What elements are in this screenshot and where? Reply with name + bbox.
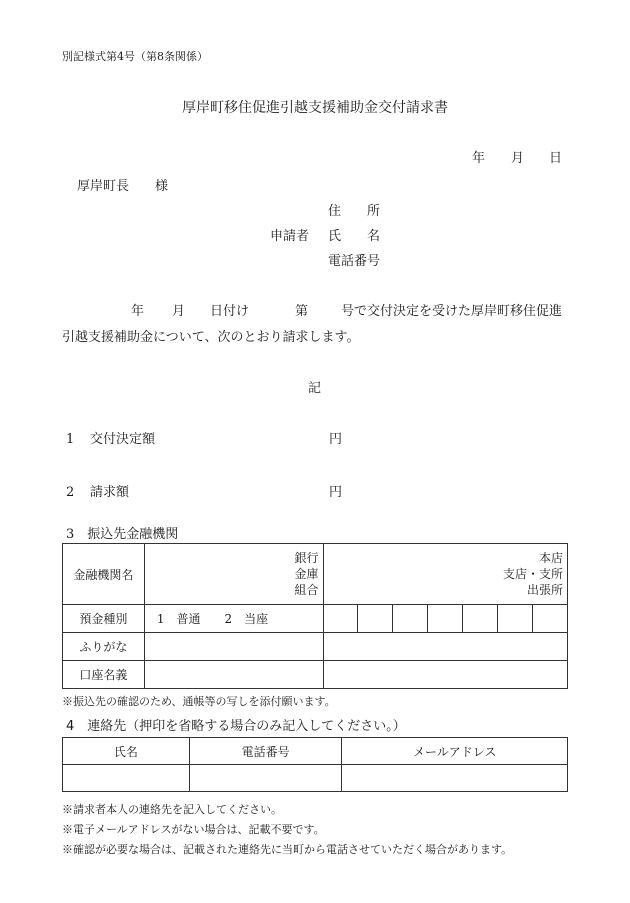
account-digit-7[interactable] — [533, 605, 568, 633]
holder-field-right[interactable] — [323, 661, 568, 689]
contact-table — [62, 737, 568, 792]
furigana-label: ふりがな — [63, 633, 145, 661]
note-3: ※確認が必要な場合は、記載された連絡先に当町から電話させていただく場合があります。 — [62, 843, 513, 856]
bank-name-field[interactable] — [144, 544, 323, 605]
branch-name-field[interactable] — [323, 544, 568, 605]
bank-type-kinko: 金庫 — [294, 567, 319, 581]
holder-field-left[interactable] — [144, 661, 323, 689]
item-2-label: 請求額 — [90, 485, 130, 500]
branch-type-shutchojo: 出張所 — [526, 583, 563, 597]
item-1-label: 交付決定額 — [90, 432, 156, 447]
applicant-label: 申請者 — [270, 229, 310, 244]
item-2-unit: 円 — [329, 485, 343, 500]
account-digit-4[interactable] — [428, 605, 463, 633]
furigana-field-right[interactable] — [323, 633, 568, 661]
account-type-label: 預金種別 — [63, 605, 145, 633]
body-day-ref: 日付け — [210, 304, 250, 319]
date-year: 年 — [472, 151, 486, 166]
ki-label: 記 — [308, 381, 322, 396]
account-digit-1[interactable] — [323, 605, 358, 633]
contact-phone-field[interactable] — [189, 765, 342, 792]
contact-col-name: 氏名 — [63, 738, 190, 765]
date-month: 月 — [511, 151, 525, 166]
body-month: 月 — [172, 304, 186, 319]
body-number-prefix: 第 — [295, 304, 309, 319]
applicant-phone-label: 電話番号 — [328, 254, 381, 269]
contact-name-field[interactable] — [63, 765, 190, 792]
contact-email-field[interactable] — [342, 765, 568, 792]
bank-type-ginko: 銀行 — [294, 551, 319, 565]
body-line1-tail: 号で交付決定を受けた厚岸町移住促進 — [341, 304, 563, 319]
item-2-number: 2 — [66, 485, 75, 500]
item-4-heading: 4 連絡先（押印を省略する場合のみ記入してください。） — [66, 719, 406, 734]
account-digit-3[interactable] — [393, 605, 428, 633]
holder-label: 口座名義 — [63, 661, 145, 689]
branch-type-stack — [324, 550, 568, 598]
account-digit-5[interactable] — [463, 605, 498, 633]
account-type-options[interactable]: 1 普通 2 当座 — [144, 605, 323, 633]
branch-type-honten: 本店 — [538, 551, 563, 565]
applicant-address-label: 住 所 — [328, 204, 381, 219]
furigana-field-left[interactable] — [144, 633, 323, 661]
branch-type-shiten: 支店・支所 — [502, 567, 563, 581]
note-1: ※請求者本人の連絡先を記入してください。 — [62, 803, 282, 816]
bank-note: ※振込先の確認のため、通帳等の写しを添付願います。 — [62, 695, 336, 708]
contact-col-phone: 電話番号 — [189, 738, 342, 765]
document-title: 厚岸町移住促進引越支援補助金交付請求書 — [182, 100, 448, 116]
addressee: 厚岸町長 様 — [77, 179, 169, 194]
item-3-heading: 3 振込先金融機関 — [66, 527, 179, 542]
body-line2: 引越支援補助金について、次のとおり請求します。 — [62, 330, 360, 345]
bank-table — [62, 543, 568, 689]
contact-col-email: メールアドレス — [342, 738, 568, 765]
item-1-number: 1 — [66, 432, 75, 447]
date-day: 日 — [549, 151, 563, 166]
applicant-name-label: 氏 名 — [328, 229, 381, 244]
account-digit-6[interactable] — [498, 605, 533, 633]
bank-type-stack — [145, 550, 323, 598]
account-digit-2[interactable] — [358, 605, 393, 633]
body-year: 年 — [131, 304, 145, 319]
bank-name-label: 金融機関名 — [63, 544, 145, 605]
item-1-unit: 円 — [329, 432, 343, 447]
form-number: 別記様式第4号（第8条関係） — [62, 50, 208, 63]
note-2: ※電子メールアドレスがない場合は、記載不要です。 — [62, 823, 325, 836]
bank-type-kumiai: 組合 — [294, 583, 319, 597]
